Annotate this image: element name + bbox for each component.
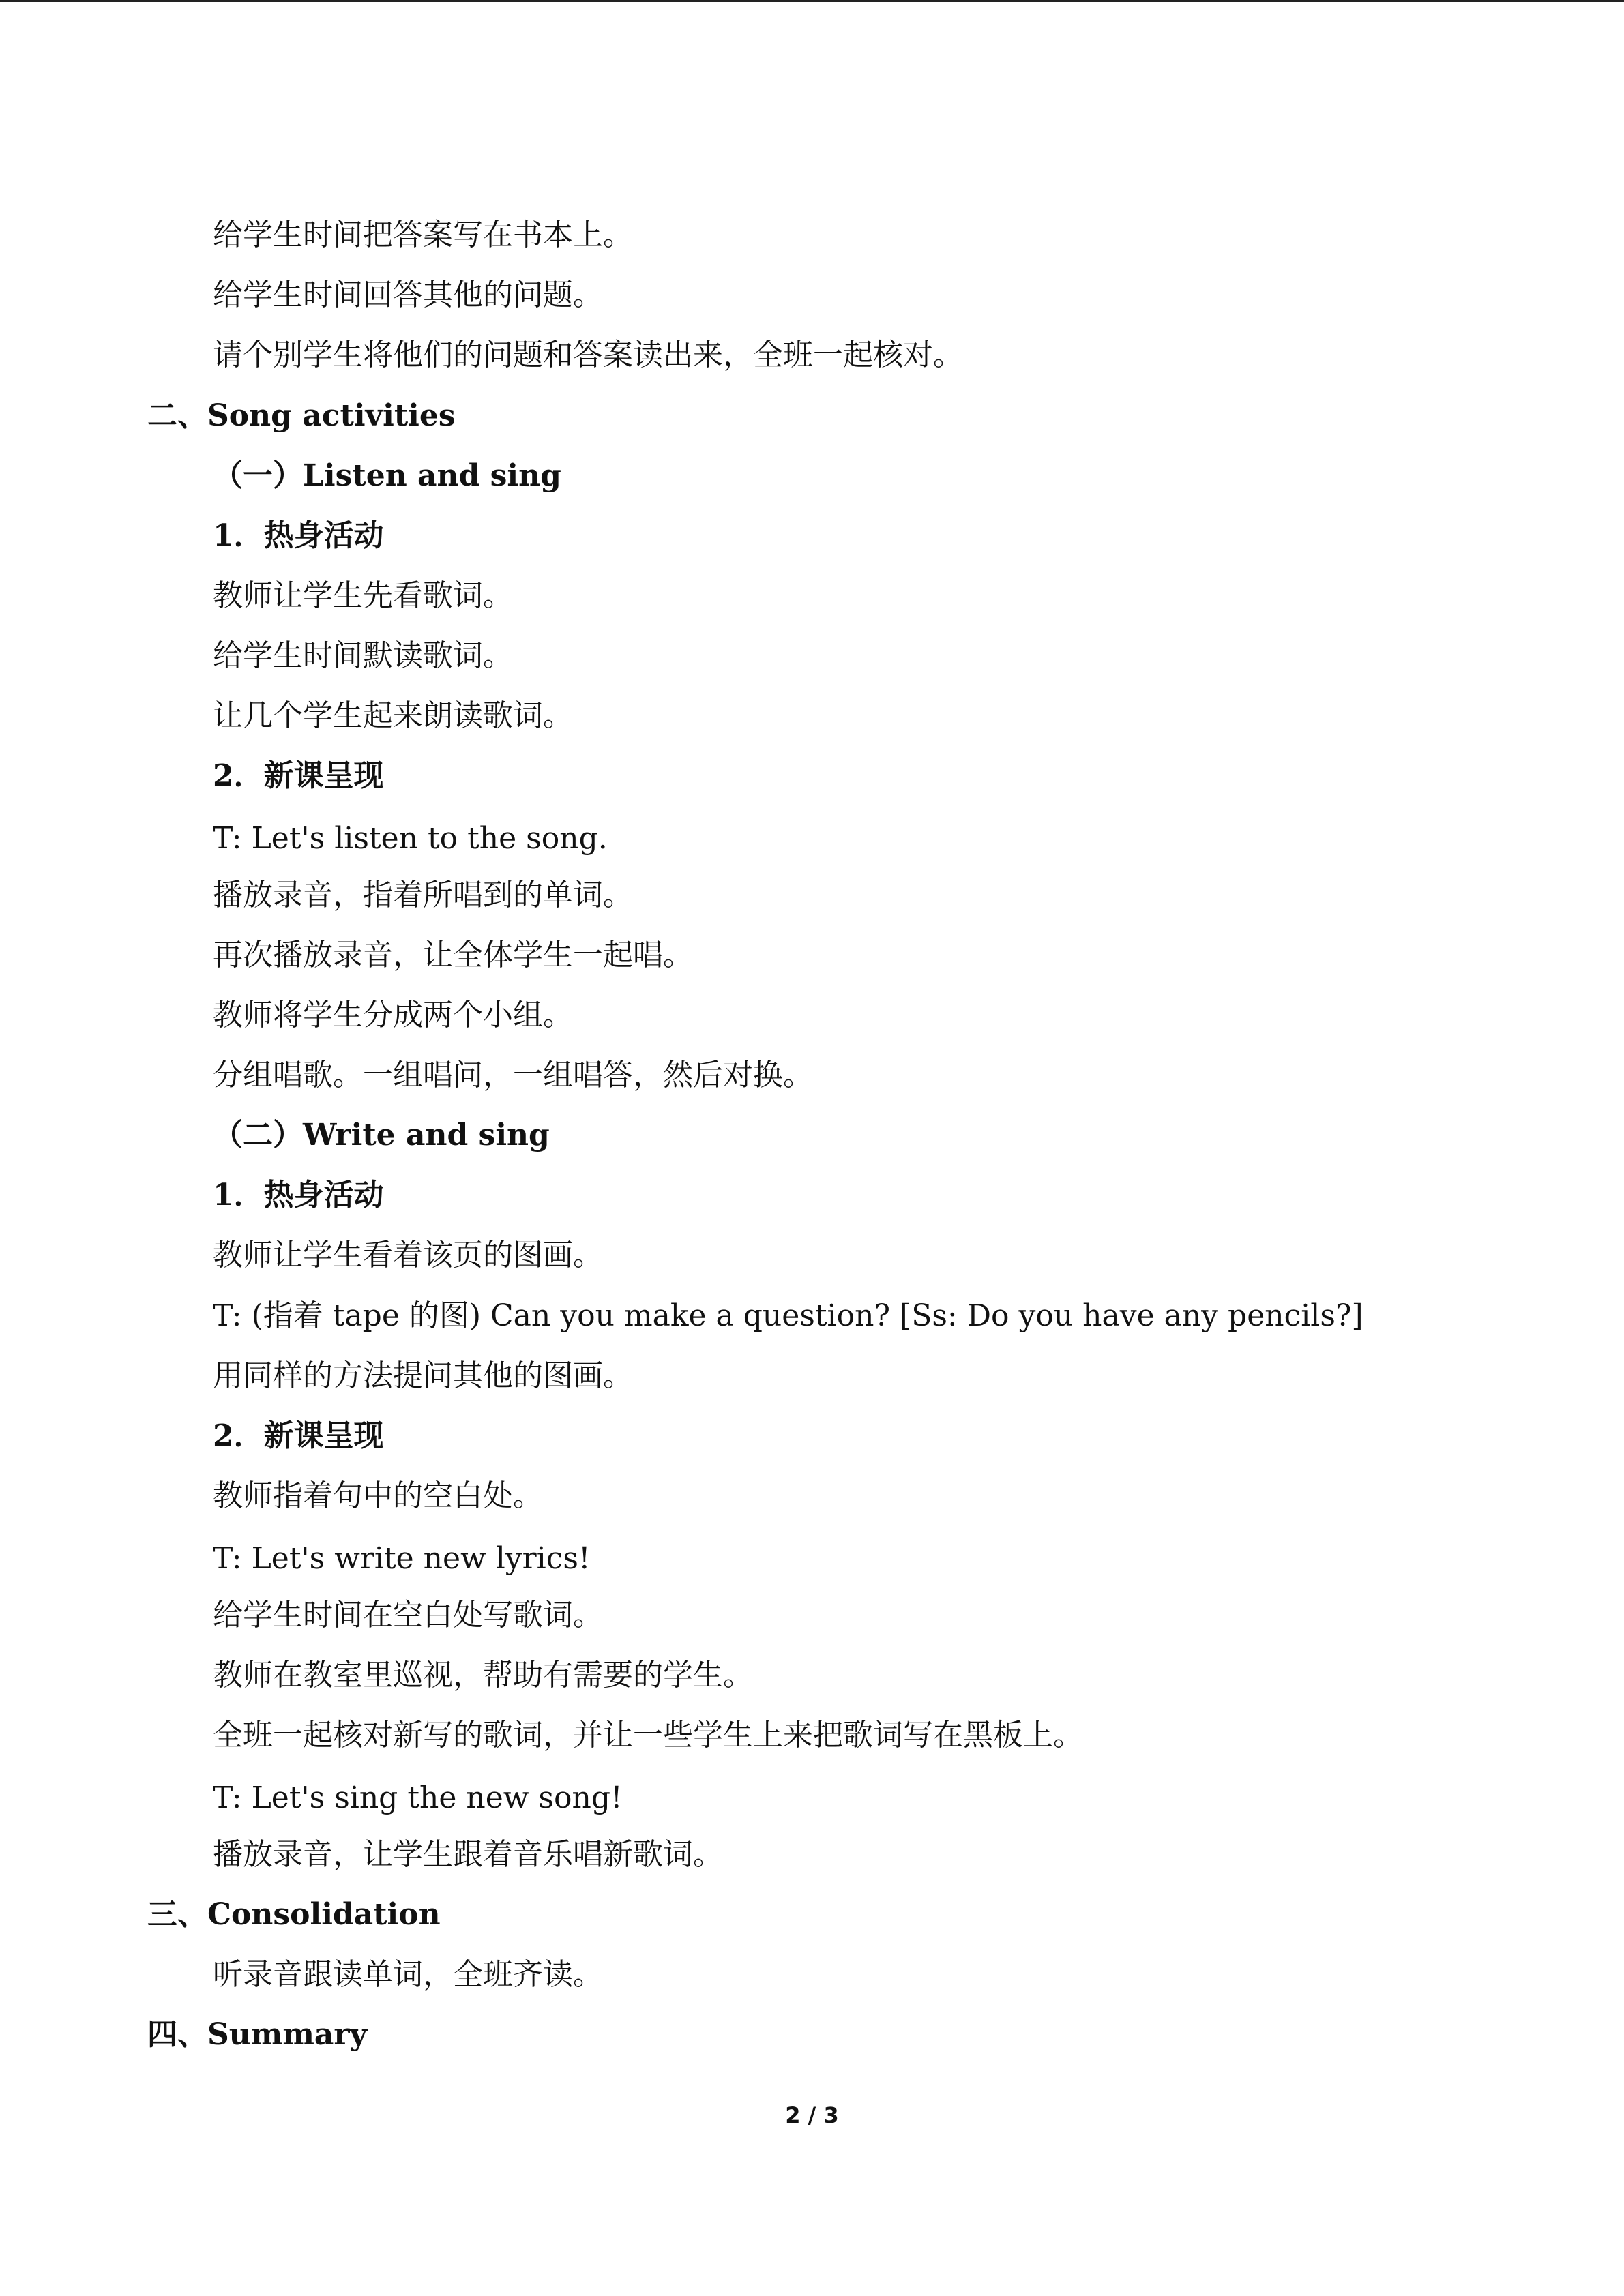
body-text: 听录音跟读单词，全班齐读。 — [213, 1957, 603, 1992]
step-heading: 1．热身活动 — [213, 518, 384, 553]
body-text: 全班一起核对新写的歌词，并让一些学生上来把歌词写在黑板上。 — [213, 1718, 1083, 1753]
subsection-heading: （一）Listen and sing — [213, 458, 561, 493]
page-number: 2 / 3 — [785, 2102, 839, 2128]
body-text: 教师让学生先看歌词。 — [213, 578, 513, 613]
body-text: 教师让学生看着该页的图画。 — [213, 1238, 603, 1272]
step-heading: 1．热身活动 — [213, 1178, 384, 1212]
body-text: 播放录音，指着所唱到的单词。 — [213, 878, 633, 912]
body-text: 用同样的方法提问其他的图画。 — [213, 1358, 633, 1393]
step-heading: 2．新课呈现 — [213, 1418, 384, 1453]
body-text: 请个别学生将他们的问题和答案读出来，全班一起核对。 — [213, 338, 963, 372]
step-heading: 2．新课呈现 — [213, 758, 384, 793]
body-text: T: Let's listen to the song. — [213, 821, 608, 856]
body-text: 教师将学生分成两个小组。 — [213, 998, 573, 1032]
section-heading: 二、Song activities — [147, 398, 456, 433]
body-text: 给学生时间回答其他的问题。 — [213, 278, 603, 312]
section-heading: 三、Consolidation — [147, 1897, 441, 1932]
body-text: T: Let's write new lyrics! — [213, 1541, 591, 1576]
body-text: 教师指着句中的空白处。 — [213, 1478, 543, 1513]
body-text: 让几个学生起来朗读歌词。 — [213, 698, 573, 733]
body-text: 给学生时间默读歌词。 — [213, 638, 513, 673]
section-heading: 四、Summary — [147, 2017, 368, 2052]
body-text: T: Let's sing the new song! — [213, 1780, 623, 1815]
body-text: 再次播放录音，让全体学生一起唱。 — [213, 938, 693, 972]
body-text: T: (指着 tape 的图) Can you make a question? [Ss: Do you have any pencils?] — [213, 1298, 1363, 1333]
subsection-heading: （二）Write and sing — [213, 1118, 550, 1152]
body-text: 给学生时间把答案写在书本上。 — [213, 218, 633, 252]
body-text: 播放录音，让学生跟着音乐唱新歌词。 — [213, 1837, 723, 1872]
body-text: 分组唱歌。一组唱问，一组唱答，然后对换。 — [213, 1058, 813, 1092]
body-text: 给学生时间在空白处写歌词。 — [213, 1598, 603, 1632]
body-text: 教师在教室里巡视，帮助有需要的学生。 — [213, 1658, 753, 1693]
